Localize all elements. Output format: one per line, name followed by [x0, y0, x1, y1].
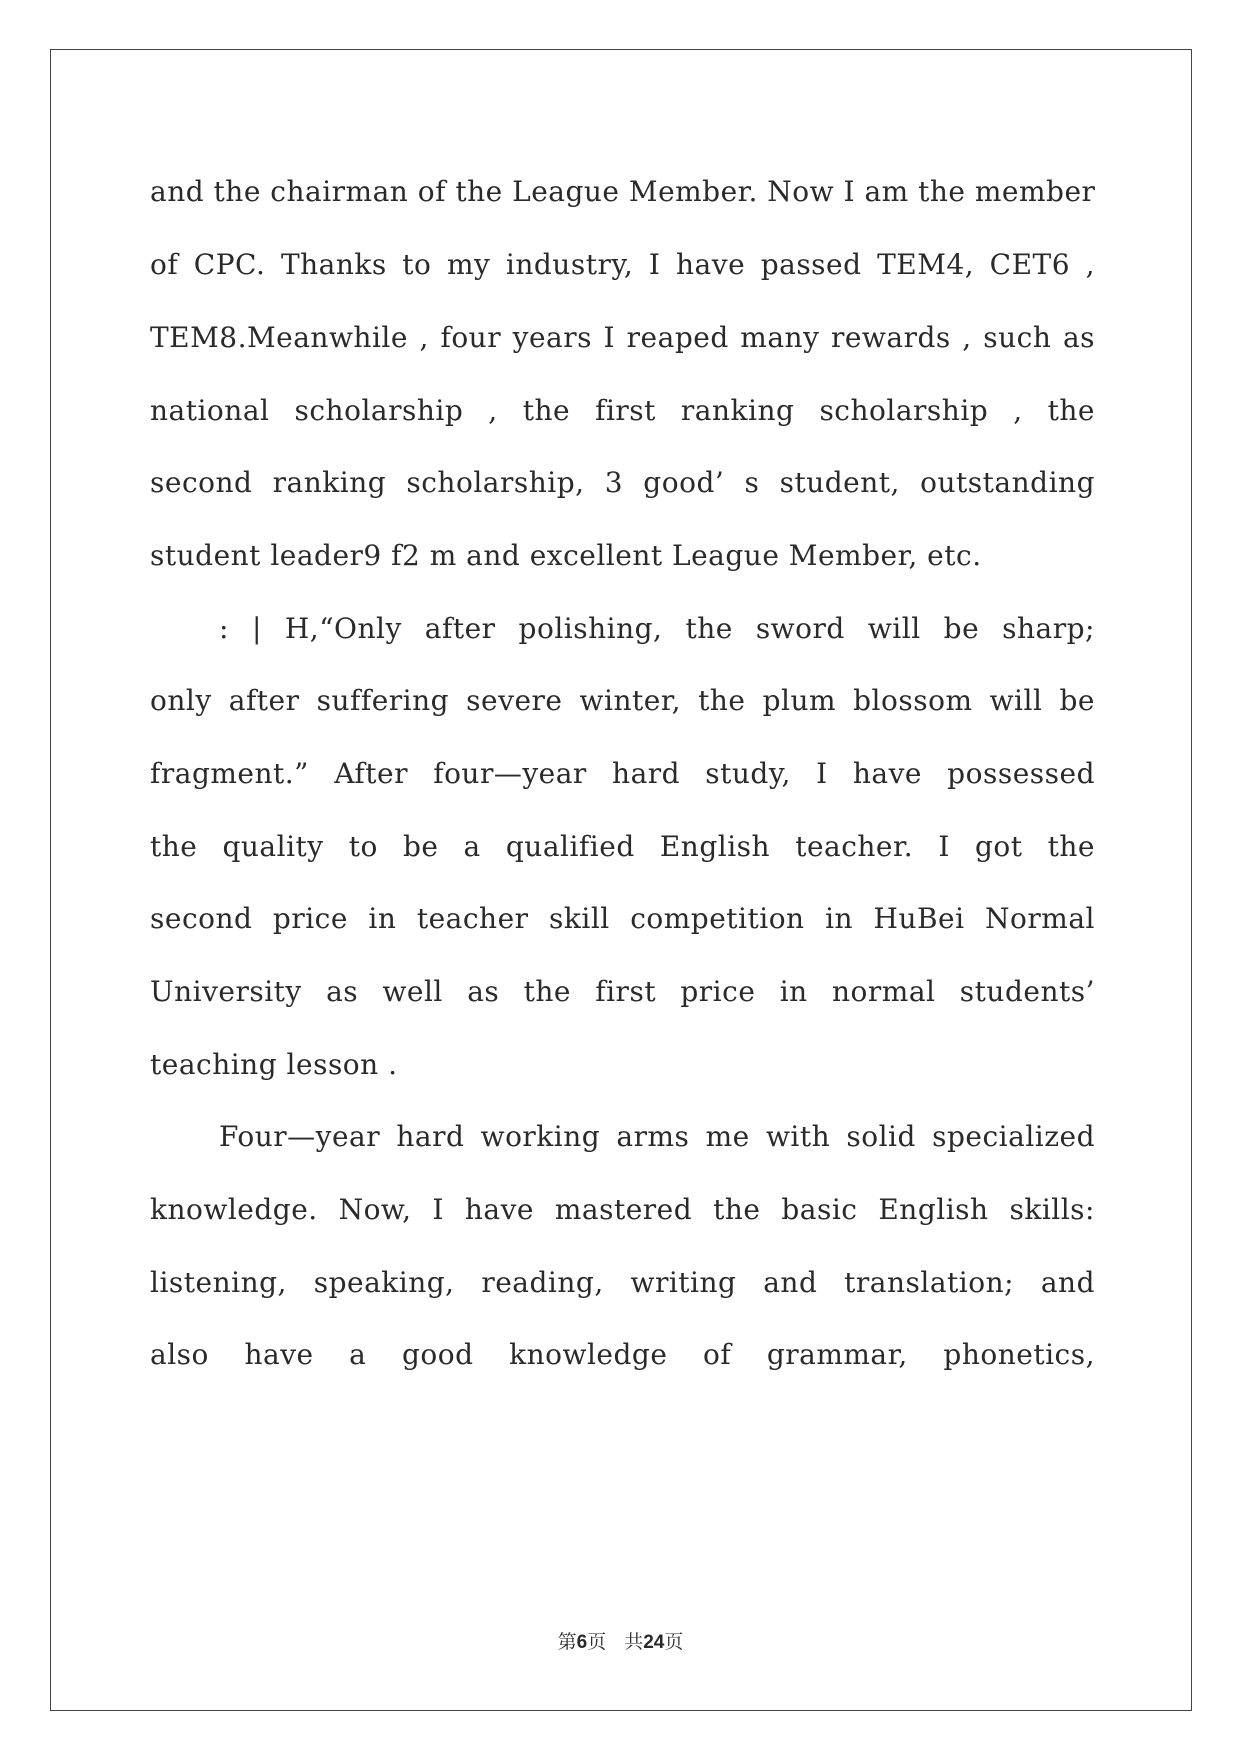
text-line: of CPC. Thanks to my industry, I have passed TEM4, CET6 , [150, 248, 1095, 281]
page-border [50, 49, 1192, 1711]
text-line: : | H,“Only after polishing, the sword will be sharp; [219, 612, 1095, 645]
text-line: teaching lesson . [150, 1048, 398, 1081]
text-line: Four—year hard working arms me with solid specialized [219, 1120, 1095, 1153]
footer-page-number: 6 [576, 1632, 588, 1653]
page-footer [0, 1630, 1241, 1656]
text-line: knowledge. Now, I have mastered the basic English skills: [150, 1193, 1095, 1226]
text-line: also have a good knowledge of grammar, phonetics, [150, 1338, 1095, 1371]
text-line: and the chairman of the League Member. Now I am the member [150, 175, 1096, 208]
text-line: second price in teacher skill competition in HuBei Normal [150, 902, 1095, 935]
text-line: only after suffering severe winter, the plum blossom will be [150, 684, 1095, 717]
text-line: listening, speaking, reading, writing and translation; and [150, 1266, 1095, 1299]
text-line: TEM8.Meanwhile , four years I reaped many rewards , such as [150, 321, 1095, 354]
footer-page-prefix: 第 [557, 1632, 577, 1653]
footer-total-suffix: 页 [664, 1632, 684, 1653]
footer-page-suffix: 页 [587, 1632, 607, 1653]
text-line: the quality to be a qualified English teacher. I got the [150, 830, 1095, 863]
text-line: national scholarship , the first ranking scholarship , the [150, 394, 1095, 427]
footer-total-pages: 24 [643, 1632, 665, 1653]
text-line: fragment.” After four—year hard study, I have possessed [150, 757, 1095, 790]
text-line: second ranking scholarship, 3 good’ s student, outstanding [150, 466, 1095, 499]
text-line: student leader9 f2 m and excellent League Member, etc. [150, 539, 982, 572]
footer-total-prefix: 共 [624, 1632, 644, 1653]
text-line: University as well as the first price in normal students’ [150, 975, 1095, 1008]
